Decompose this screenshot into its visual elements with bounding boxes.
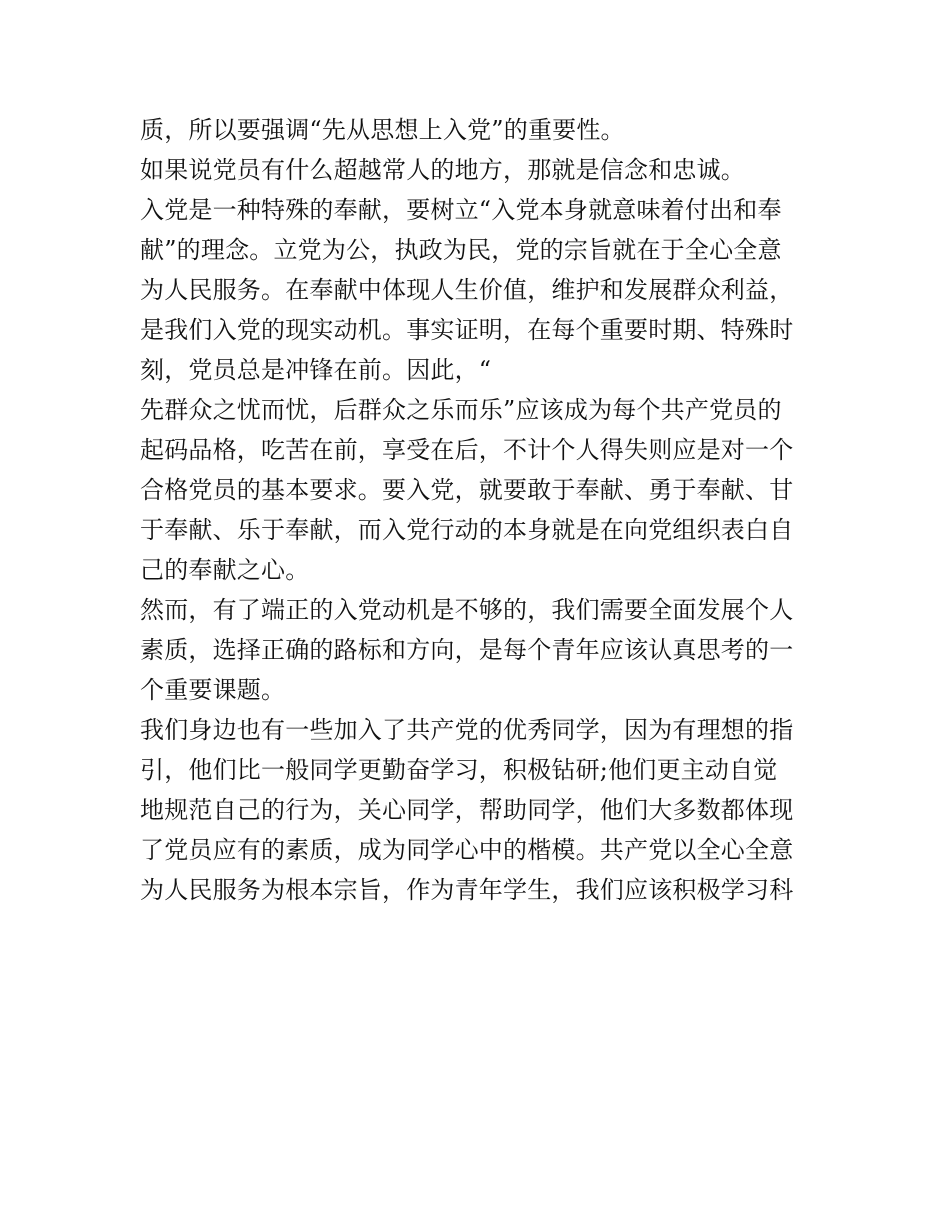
text-line: 合格党员的基本要求。要入党，就要敢于奉献、勇于奉献、甘 bbox=[140, 476, 794, 504]
text-line: 为人民服务为根本宗旨，作为青年学生，我们应该积极学习科 bbox=[140, 876, 794, 904]
text-line: 质，所以要强调“先从思想上入党”的重要性。 bbox=[140, 116, 625, 144]
text-line: 是我们入党的现实动机。事实证明，在每个重要时期、特殊时 bbox=[140, 316, 794, 344]
text-line: 素质，选择正确的路标和方向，是每个青年应该认真思考的一 bbox=[140, 636, 794, 664]
text-line: 了党员应有的素质，成为同学心中的楷模。共产党以全心全意 bbox=[140, 836, 794, 864]
text-line: 入党是一种特殊的奉献，要树立“入党本身就意味着付出和奉 bbox=[140, 196, 782, 224]
text-line: 为人民服务。在奉献中体现人生价值，维护和发展群众利益， bbox=[140, 276, 794, 304]
text-line: 我们身边也有一些加入了共产党的优秀同学，因为有理想的指 bbox=[140, 716, 794, 744]
text-line: 个重要课题。 bbox=[140, 676, 286, 704]
text-line: 然而，有了端正的入党动机是不够的，我们需要全面发展个人 bbox=[140, 596, 794, 624]
text-line: 己的奉献之心。 bbox=[140, 556, 310, 584]
text-line: 于奉献、乐于奉献，而入党行动的本身就是在向党组织表白自 bbox=[140, 516, 794, 544]
text-line: 地规范自己的行为，关心同学，帮助同学，他们大多数都体现 bbox=[140, 796, 794, 824]
text-line: 献”的理念。立党为公，执政为民，党的宗旨就在于全心全意 bbox=[140, 236, 782, 264]
document-body bbox=[140, 110, 820, 910]
text-line: 起码品格，吃苦在前，享受在后，不计个人得失则应是对一个 bbox=[140, 436, 794, 464]
text-line: 刻，党员总是冲锋在前。因此，“ bbox=[140, 356, 492, 384]
text-line: 先群众之忧而忧，后群众之乐而乐”应该成为每个共产党员的 bbox=[140, 396, 782, 424]
text-line: 引，他们比一般同学更勤奋学习，积极钻研;他们更主动自觉 bbox=[140, 756, 778, 784]
text-line: 如果说党员有什么超越常人的地方，那就是信念和忠诚。 bbox=[140, 156, 745, 184]
